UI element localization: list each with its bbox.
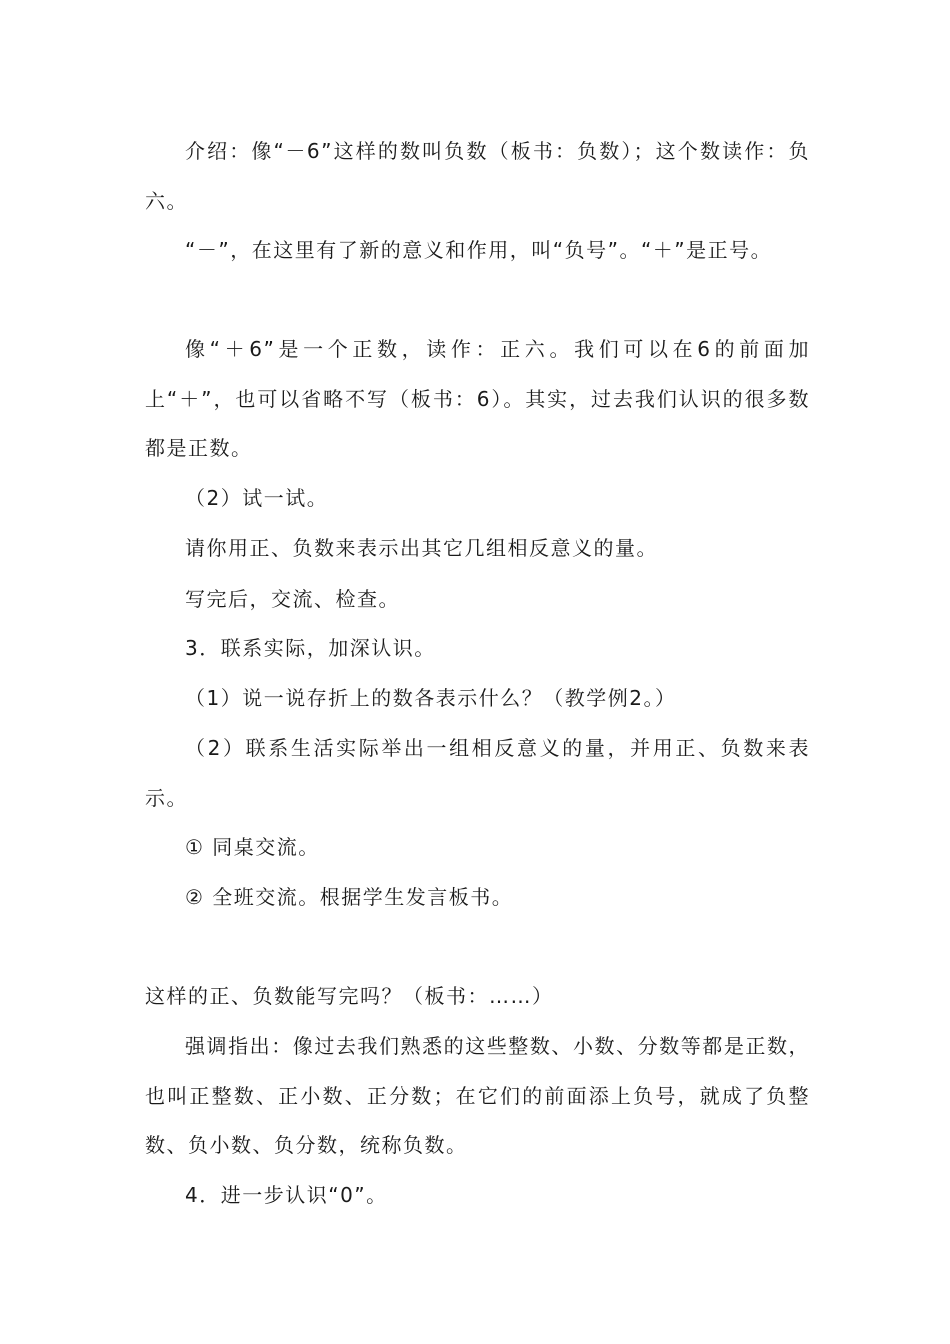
list-item-class-exchange: ② 全班交流。根据学生发言板书。 xyxy=(185,885,514,909)
paragraph-negative-sign: “－”，在这里有了新的意义和作用，叫“负号”。“＋”是正号。 xyxy=(185,238,773,262)
section-heading-4: 4．进一步认识“0”。 xyxy=(185,1183,388,1207)
section-heading-3: 3．联系实际，加深认识。 xyxy=(185,636,436,660)
paragraph-try-it-instruction: 请你用正、负数来表示出其它几组相反意义的量。 xyxy=(185,536,658,560)
paragraph-real-life-example: （2）联系生活实际举出一组相反意义的量，并用正、负数来表示。 xyxy=(145,736,810,810)
paragraph-can-write-all: 这样的正、负数能写完吗？（板书：……） xyxy=(145,984,554,1008)
paragraph-try-it-heading: （2）试一试。 xyxy=(185,486,329,510)
paragraph-passbook-question: （1）说一说存折上的数各表示什么？（教学例2。） xyxy=(185,686,677,710)
paragraph-exchange-check: 写完后，交流、检查。 xyxy=(185,587,400,611)
paragraph-positive-number: 像“＋6”是一个正数，读作：正六。我们可以在6的前面加上“＋”，也可以省略不写（板书：6）。其实，过去我们认识的很多数都是正数。 xyxy=(145,337,810,460)
list-item-deskmate-exchange: ① 同桌交流。 xyxy=(185,835,320,859)
paragraph-emphasis: 强调指出：像过去我们熟悉的这些整数、小数、分数等都是正数，也叫正整数、正小数、正分数；在它们的前面添上负号，就成了负整数、负小数、负分数，统称负数。 xyxy=(145,1034,810,1157)
paragraph-negative-number-intro: 介绍：像“－6”这样的数叫负数（板书：负数）；这个数读作：负六。 xyxy=(145,139,810,213)
